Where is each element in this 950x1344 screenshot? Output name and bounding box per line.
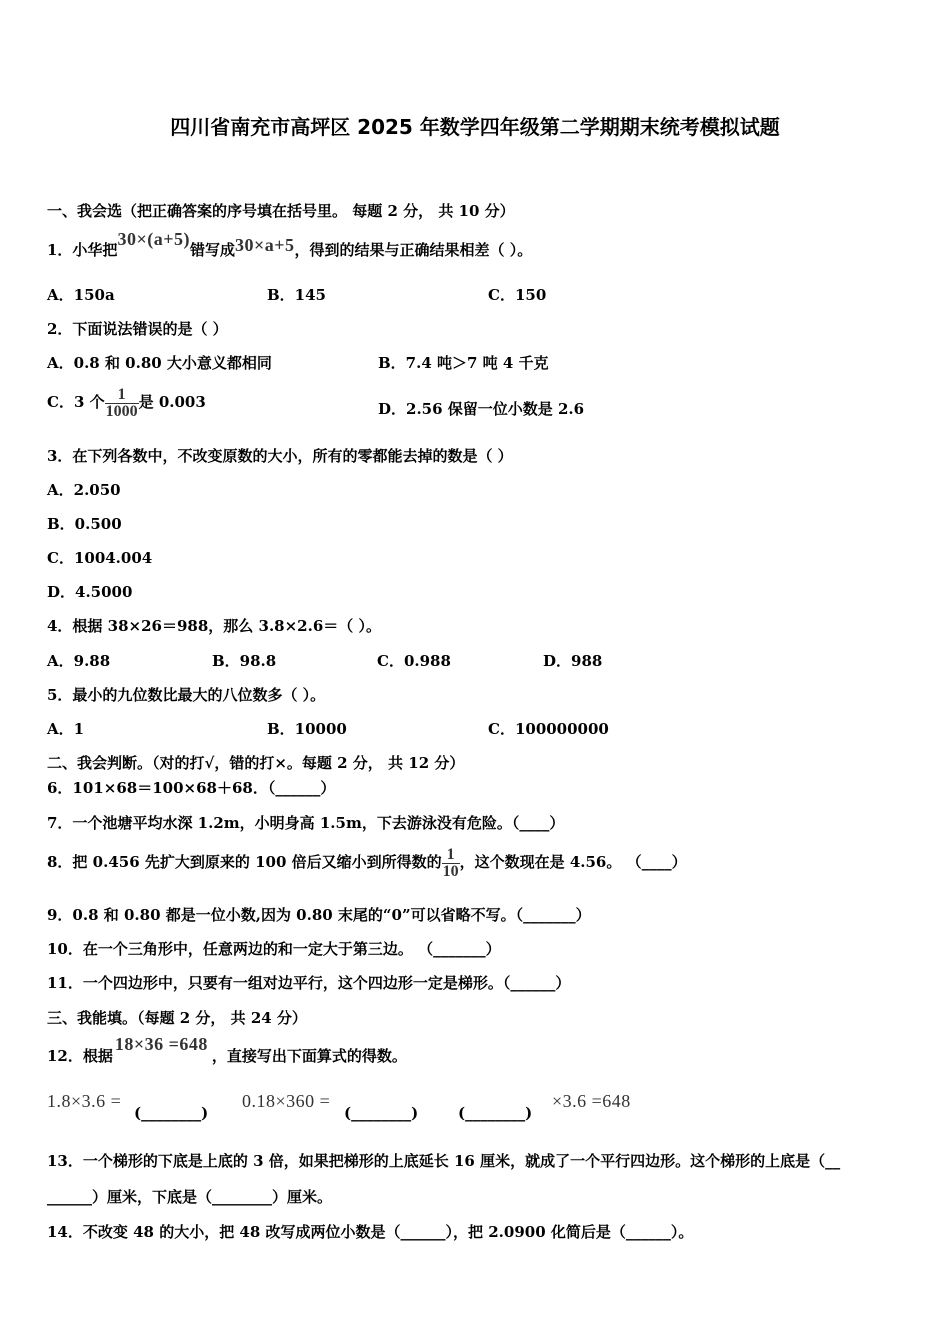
q4-option-d: D．988 [543,652,603,670]
q12-math-given: 18×36 =648 [114,1034,208,1054]
q1-math-wrong: 30×a+5 [234,235,295,255]
q12-text-post: ，直接写出下面算式的得数。 [211,1047,407,1065]
question-14: 14．不改变 48 的大小，把 48 改写成两位小数是（______），把 2.0900 化简后是（______）。 [47,1223,694,1241]
q12-blank-3: (________) [458,1104,533,1122]
q2-option-c [47,382,206,422]
q5-option-a: A．1 [47,720,85,738]
question-13-line-1: 13．一个梯形的下底是上底的 3 倍，如果把梯形的上底延长 16 厘米，就成了一个平行四边形。这个梯形的上底是（__ [47,1152,841,1170]
q3-option-a: A．2.050 [47,481,121,499]
question-7: 7．一个池塘平均水深 1.2m，小明身高 1.5m，下去游泳没有危险。（____） [47,814,565,832]
q4-option-b: B．98.8 [212,652,277,670]
question-2-stem: 2．下面说法错误的是（ ） [47,320,228,338]
q3-option-b: B．0.500 [47,515,122,533]
question-8 [47,842,687,882]
q5-option-c: C．100000000 [488,720,609,738]
q2-option-a: A．0.8 和 0.80 大小意义都相同 [47,354,272,372]
q8-text-post: ，这个数现在是 4.56。 （____） [459,853,687,871]
question-9: 9．0.8 和 0.80 都是一位小数,因为 0.80 末尾的“0”可以省略不写。（_______） [47,906,591,924]
q1-option-b: B．145 [267,286,326,304]
q2-fraction-numerator: 1 [117,385,126,403]
question-6: 6．101×68＝100×68＋68．（______） [47,779,336,797]
q2-option-c-post: 是 0.003 [138,393,206,411]
q5-option-b: B．10000 [267,720,347,738]
question-10: 10．在一个三角形中，任意两边的和一定大于第三边。 （_______） [47,940,501,958]
q8-text-pre: 8．把 0.456 先扩大到原来的 100 倍后又缩小到所得数的 [47,853,442,871]
q1-text-post: ，得到的结果与正确结果相差（ ）。 [294,241,533,259]
q2-fraction-denominator: 1000 [105,402,138,420]
q1-math-correct: 30×(a+5) [117,229,190,249]
q1-option-c: C．150 [488,286,547,304]
question-11: 11．一个四边形中，只要有一组对边平行，这个四边形一定是梯形。（______） [47,974,571,992]
section-3-header: 三、我能填。（每题 2 分， 共 24 分） [47,1009,307,1027]
q8-fraction-denominator: 10 [442,862,459,880]
q1-option-a: A．150a [47,286,115,304]
q1-text-mid: 错写成 [189,241,235,259]
q12-text-pre: 12．根据 [47,1047,113,1065]
question-4-stem: 4．根据 38×26＝988，那么 3.8×2.6＝（ ）。 [47,617,381,635]
section-2-header: 二、我会判断。（对的打√，错的打×。每题 2 分， 共 12 分） [47,754,465,772]
q4-option-a: A．9.88 [47,652,111,670]
q4-option-c: C．0.988 [377,652,451,670]
q12-blank-2: (________) [344,1104,419,1122]
q8-fraction-numerator: 1 [446,845,455,863]
question-5-stem: 5．最小的九位数比最大的八位数多（ ）。 [47,686,326,704]
q8-fraction [442,847,460,880]
question-1-stem [47,229,533,260]
q3-option-c: C．1004.004 [47,549,153,567]
q1-text-pre: 1．小华把 [47,241,118,259]
page-title: 四川省南充市高坪区 2025 年数学四年级第二学期期末统考模拟试题 [170,115,780,139]
q2-option-b: B．7.4 吨＞7 吨 4 千克 [378,354,549,372]
q2-option-d: D．2.56 保留一位小数是 2.6 [378,400,585,418]
q12-expression-1: 1.8×3.6 = [47,1091,122,1111]
q12-blank-1: (________) [134,1104,209,1122]
question-3-stem: 3．在下列各数中，不改变原数的大小，所有的零都能去掉的数是（ ） [47,447,513,465]
q12-expression-2: 0.18×360 = [242,1091,331,1111]
q12-expression-3: ×3.6 =648 [552,1091,631,1111]
question-12-stem [47,1034,407,1066]
q3-option-d: D．4.5000 [47,583,133,601]
q2-option-c-pre: C．3 个 [47,393,105,411]
section-1-header: 一、我会选（把正确答案的序号填在括号里。 每题 2 分， 共 10 分） [47,202,515,220]
question-13-line-2: ______）厘米，下底是（________）厘米。 [47,1188,333,1206]
q2-fraction [105,387,139,420]
